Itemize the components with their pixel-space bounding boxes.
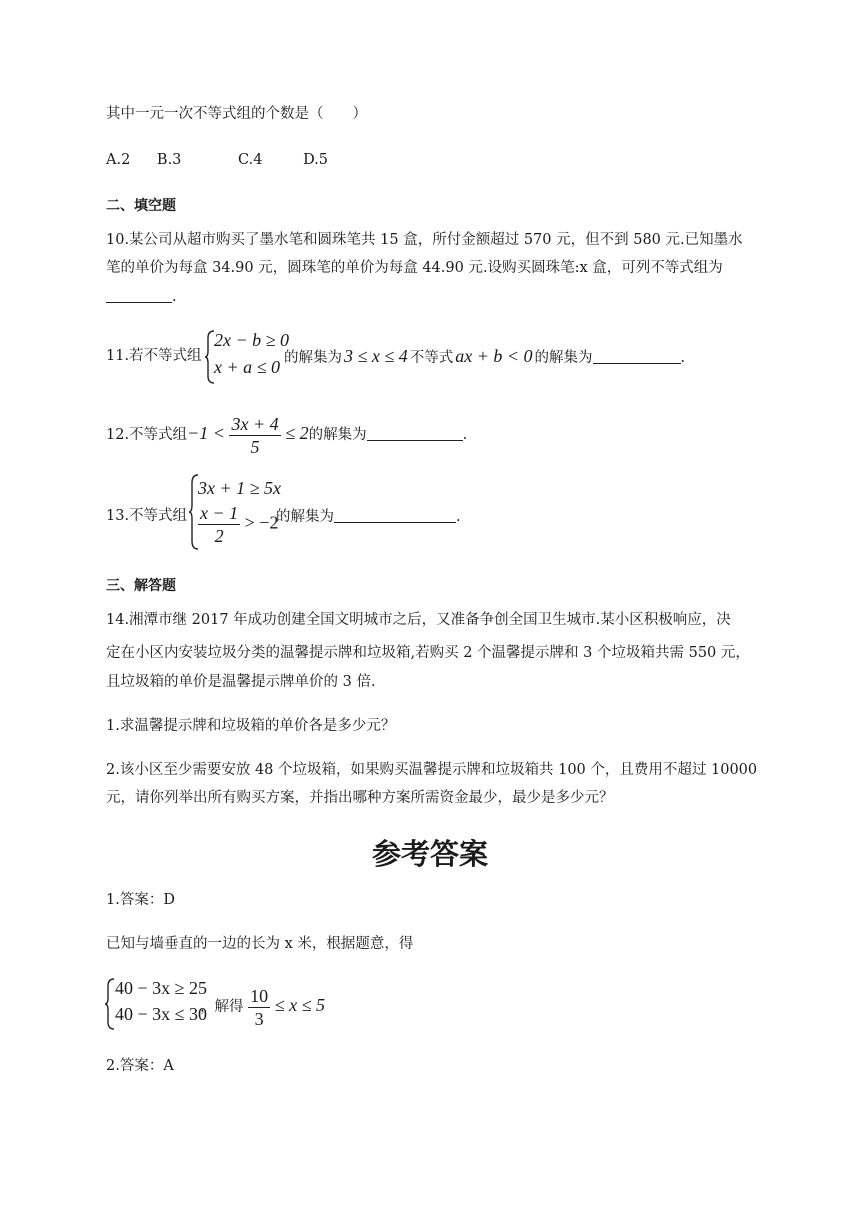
answer-1: 1.答案：D [106,892,175,908]
q12-fraction: $\frac{3x + 4}{5}$ [231,413,279,457]
q11-condition: 3 ≤ x ≤ 4 [344,346,408,366]
answer-1-text: 已知与墙垂直的一边的长为 x 米，根据题意，得 [106,936,414,952]
answer-blank[interactable] [106,286,172,303]
answer-1-fraction: $\frac{10}{3}$ [250,985,269,1029]
option-c: C.4 [238,152,263,168]
answer-1-solution: ，解得 $\frac{10}{3}$ ≤ x ≤ 5 [200,985,325,1029]
q13-system-row1: 3x + 1 ≥ 5x [198,478,282,498]
q14-line3: 且垃圾箱的单价是温馨提示牌单价的 3 倍. [106,674,376,690]
q14-sub1: 1.求温馨提示牌和垃圾箱的单价各是多少元？ [106,718,396,734]
q13-system-row2: $\frac{x - 1}{2}$ > −2 [200,503,279,546]
q11-system-row2: x + a ≤ 0 [214,357,281,377]
q9-options [106,150,328,170]
q11-system-row1: 2x − b ≥ 0 [214,330,290,350]
q9-question: 其中一元一次不等式组的个数是（ ） [106,106,367,122]
answer-1-row2: 40 − 3x ≤ 30 [115,1004,208,1024]
q14-line2: 定在小区内安装垃圾分类的温馨提示牌和垃圾箱,若购买 2 个温馨提示牌和 3 个垃圾箱共需 550 元， [106,645,750,661]
answer-2: 2.答案：A [106,1058,174,1074]
option-a: A.2 [106,152,131,168]
q12-line: 12.不等式组−1 < $\frac{3x + 4}{5}$ ≤ 2的解集为 . [106,413,468,457]
q11-inequality: ax + b < 0 [455,346,533,366]
section-heading-problems: 三、解答题 [106,578,176,594]
option-b: B.3 [156,152,182,168]
answer-blank[interactable] [593,347,681,364]
q10-line1: 10.某公司从超市购买了墨水笔和圆珠笔共 15 盒，所付金额超过 570 元，但不到 580 元.已知墨水 [106,232,743,248]
q11-prefix: 11.若不等式组 [106,348,202,364]
q14-line1: 14.湘潭市继 2017 年成功创建全国文明城市之后，又准备争创全国卫生城市.某小区积极响应，决 [106,612,731,628]
answers-title: 参考答案 [371,837,488,871]
option-d: D.5 [303,152,329,168]
q10-line2: 笔的单价为每盒 34.90 元，圆珠笔的单价为每盒 44.90 元.设购买圆珠笔:x 盒，可列不等式组为 [106,260,723,276]
q12-right: ≤ 2 [285,423,309,443]
q11-rest: 的解集为 3 ≤ x ≤ 4 不等式 ax + b < 0 的解集为 . [284,346,686,366]
answer-blank[interactable] [334,506,456,523]
answer-1-row1: 40 − 3x ≥ 25 [115,978,208,998]
q14-sub2-line1: 2.该小区至少需要安放 48 个垃圾箱，如果购买温馨提示牌和垃圾箱共 100 个，且费用不超过 10000 [106,762,758,778]
q12-left: −1 < [187,423,225,443]
period: . [172,289,177,305]
answer-blank[interactable] [367,424,463,441]
q13-rest: 的解集为 . [276,506,461,527]
section-heading-fill-in: 二、填空题 [106,198,176,214]
q14-sub2-line2: 元，请你列举出所有购买方案，并指出哪种方案所需资金最少，最少是多少元？ [106,790,614,806]
q10-answer-line [106,286,177,307]
q13-prefix: 13.不等式组 [106,508,188,524]
